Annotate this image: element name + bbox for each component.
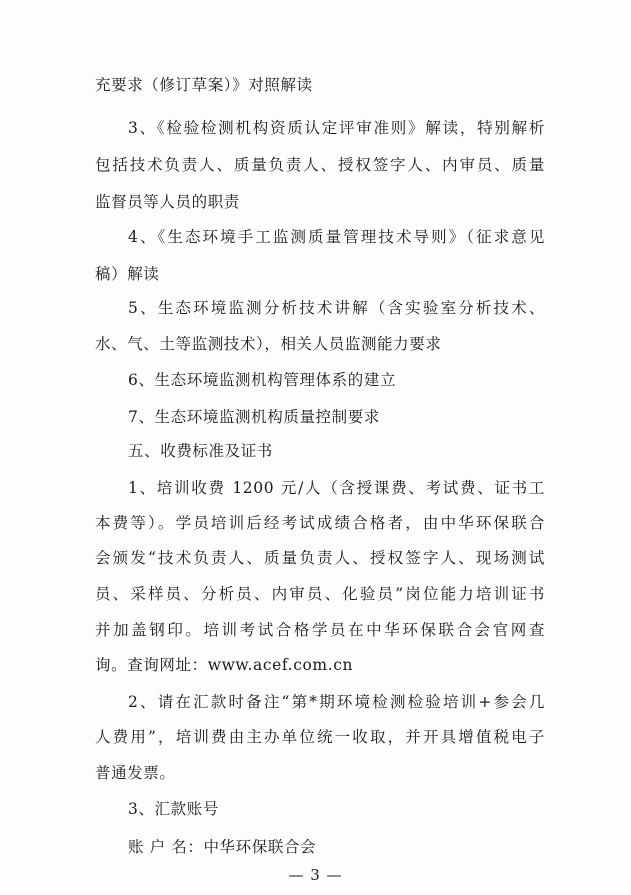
text-line: 账 户 名：中华环保联合会 — [128, 838, 317, 856]
text-line: 会颁发“技术负责人、质量负责人、授权签字人、现场测试 — [95, 549, 545, 567]
text-line: 充要求（修订草案）》对照解读 — [95, 76, 313, 94]
text-line: 包括技术负责人、质量负责人、授权签字人、内审员、质量 — [95, 156, 545, 174]
text-line: 2、请在汇款时备注“第*期环境检测检验培训+参会几 — [128, 693, 545, 711]
section-heading: 五、收费标准及证书 — [128, 442, 273, 460]
text-line: 1、培训收费 1200 元/人（含授课费、考试费、证书工 — [128, 479, 545, 497]
page-number: — 3 — — [288, 866, 343, 884]
text-line: 本费等）。学员培训后经考试成绩合格者，由中华环保联合 — [95, 514, 545, 532]
text-line: 7、生态环境监测机构质量控制要求 — [128, 408, 380, 426]
text-line: 3、汇款账号 — [128, 800, 219, 818]
text-line: 询。查询网址：www.acef.com.cn — [95, 656, 354, 674]
text-line: 并加盖钢印。培训考试合格学员在中华环保联合会官网查 — [95, 621, 545, 639]
text-line: 普通发票。 — [95, 764, 176, 782]
text-line: 人费用”，培训费由主办单位统一收取，并开具增值税电子 — [95, 728, 545, 746]
text-line: 4、《生态环境手工监测质量管理技术导则》（征求意见 — [128, 228, 545, 246]
text-line: 3、《检验检测机构资质认定评审准则》解读，特别解析 — [128, 119, 545, 137]
text-line: 监督员等人员的职责 — [95, 193, 240, 211]
text-line: 稿）解读 — [95, 265, 160, 283]
text-line: 6、生态环境监测机构管理体系的建立 — [128, 371, 397, 389]
text-line: 5、生态环境监测分析技术讲解（含实验室分析技术、 — [128, 299, 545, 317]
text-line: 员、采样员、分析员、内审员、化验员”岗位能力培训证书 — [95, 585, 545, 603]
text-line: 水、气、土等监测技术），相关人员监测能力要求 — [95, 335, 442, 353]
